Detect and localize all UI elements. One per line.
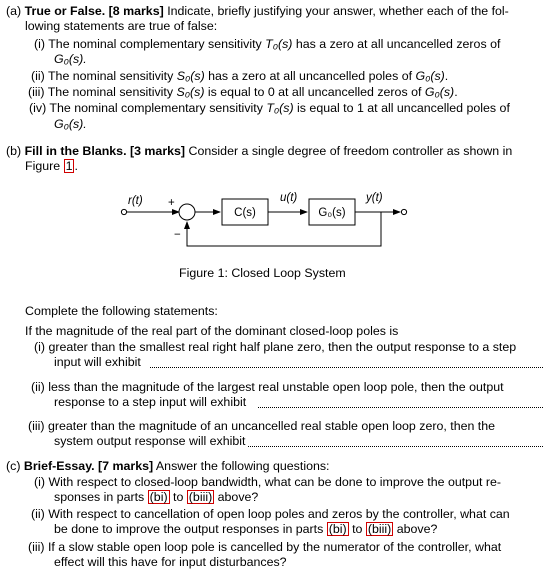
item-text: to [348, 522, 366, 536]
item-text: The nominal sensitivity [47, 85, 177, 99]
item-text: sponses in parts [54, 490, 148, 504]
item-number: (iii) [28, 419, 45, 433]
part-a-item-i-cont: G₀(s). [54, 52, 87, 66]
input-terminal [121, 209, 126, 214]
item-text: greater than the magnitude of an uncancelled real stable open loop zero, then the [47, 419, 496, 433]
part-a-title: True or False. [8 marks] [24, 4, 164, 18]
item-text: With respect to closed-loop bandwidth, what can be done to improve the output re- [48, 475, 501, 489]
ref-link-bi[interactable]: (bi) [149, 490, 168, 504]
ref-link-biii[interactable]: (biii) [188, 490, 213, 504]
part-c-item-ii [31, 507, 510, 522]
part-b-item-i-cont: input will exhibit [54, 355, 141, 369]
math-symbol: G₀(s) [424, 85, 455, 99]
figure-caption: Figure 1: Closed Loop System [179, 266, 346, 280]
item-text: If a slow stable open loop pole is cancelled by the numerator of the controller, what [47, 540, 502, 554]
item-text: . [444, 69, 449, 83]
item-text: is equal to 1 at all uncancelled poles of [293, 101, 510, 115]
item-number: (i) [34, 340, 46, 354]
item-number: (iv) [29, 101, 47, 115]
r-label: r(t) [128, 195, 143, 207]
block-diagram [0, 0, 554, 290]
item-text: less than the magnitude of the largest real unstable open loop pole, then the output [48, 380, 504, 394]
part-b-item-ii [31, 380, 504, 395]
item-text: With respect to cancellation of open loop poles and zeros by the controller, what can [48, 507, 510, 521]
item-text: to [169, 490, 187, 504]
item-number: (i) [34, 37, 46, 51]
part-b-item-iii [28, 419, 495, 434]
item-text: greater than the smallest real right half plane zero, then the output response to a step [48, 340, 517, 354]
part-a-item-iv-cont: G₀(s). [54, 117, 87, 131]
part-c-first-line [6, 459, 330, 474]
part-a-intro: Indicate, briefly justifying your answer, whether each of the fol- [167, 4, 509, 18]
math-symbol: S₀(s) [176, 69, 205, 83]
item-text: be done to improve the output responses in parts [54, 522, 327, 536]
part-a-intro-cont: lowing statements are true of false: [25, 19, 218, 33]
ref-link-biii[interactable]: (biii) [367, 522, 392, 536]
part-b-item-iii-cont: system output response will exhibit [54, 434, 246, 448]
part-c-intro: Answer the following questions: [155, 459, 330, 473]
y-label: y(t) [366, 192, 383, 204]
item-text: above? [214, 490, 259, 504]
part-c-label: (c) [6, 459, 21, 473]
dominant-pole-lead: If the magnitude of the real part of the dominant closed-loop poles is [25, 324, 399, 338]
math-symbol: T₀(s) [266, 101, 294, 115]
item-text: is equal to 0 at all uncancelled zeros of [204, 85, 425, 99]
plus-sign: + [168, 197, 175, 209]
item-text: . [454, 85, 458, 99]
item-text: has a zero at all uncancelled zeros of [292, 37, 501, 51]
ref-link-bi[interactable]: (bi) [328, 522, 347, 536]
output-terminal [401, 209, 406, 214]
answer-blank-iii[interactable] [248, 446, 543, 447]
item-number: (ii) [31, 507, 45, 521]
math-symbol: T₀(s) [265, 37, 293, 51]
part-c-item-iii [28, 540, 501, 555]
figure-reference-link[interactable]: 1 [65, 159, 73, 173]
item-number: (iii) [28, 540, 45, 554]
part-b-item-ii-cont: response to a step input will exhibit [54, 395, 247, 409]
part-a-label: (a) [6, 4, 22, 18]
item-number: (ii) [31, 380, 45, 394]
part-b-label: (b) [6, 144, 22, 158]
part-b-intro: Consider a single degree of freedom controller as shown in [188, 144, 513, 158]
part-c-item-i-cont [54, 490, 258, 505]
part-c-item-i [34, 475, 501, 490]
part-c-title: Brief-Essay. [7 marks] [23, 459, 154, 473]
item-number: (ii) [31, 69, 45, 83]
controller-label: C(s) [234, 207, 256, 219]
item-text: has a zero at all uncancelled poles of [204, 69, 416, 83]
item-text: . [74, 159, 78, 173]
part-c-item-iii-cont: effect will this have for input disturbances? [54, 555, 287, 569]
minus-sign: − [174, 229, 181, 241]
summing-junction [179, 204, 195, 220]
part-b-item-i [34, 340, 516, 355]
math-symbol: S₀(s) [176, 85, 205, 99]
answer-blank-i[interactable] [150, 367, 543, 368]
plant-label: G₀(s) [318, 207, 346, 219]
item-text: The nominal sensitivity [47, 69, 177, 83]
item-text: Figure [25, 159, 64, 173]
math-symbol: G₀(s) [415, 69, 445, 83]
item-number: (i) [34, 475, 46, 489]
answer-blank-ii[interactable] [258, 407, 543, 408]
u-label: u(t) [280, 192, 298, 204]
item-text: The nominal complementary sensitivity [49, 101, 267, 115]
complete-instruction: Complete the following statements: [25, 304, 218, 318]
part-b-title: Fill in the Blanks. [3 marks] [24, 144, 186, 158]
part-c-item-ii-cont [54, 522, 437, 537]
item-text: above? [393, 522, 438, 536]
item-number: (iii) [28, 85, 45, 99]
item-text: The nominal complementary sensitivity [48, 37, 266, 51]
